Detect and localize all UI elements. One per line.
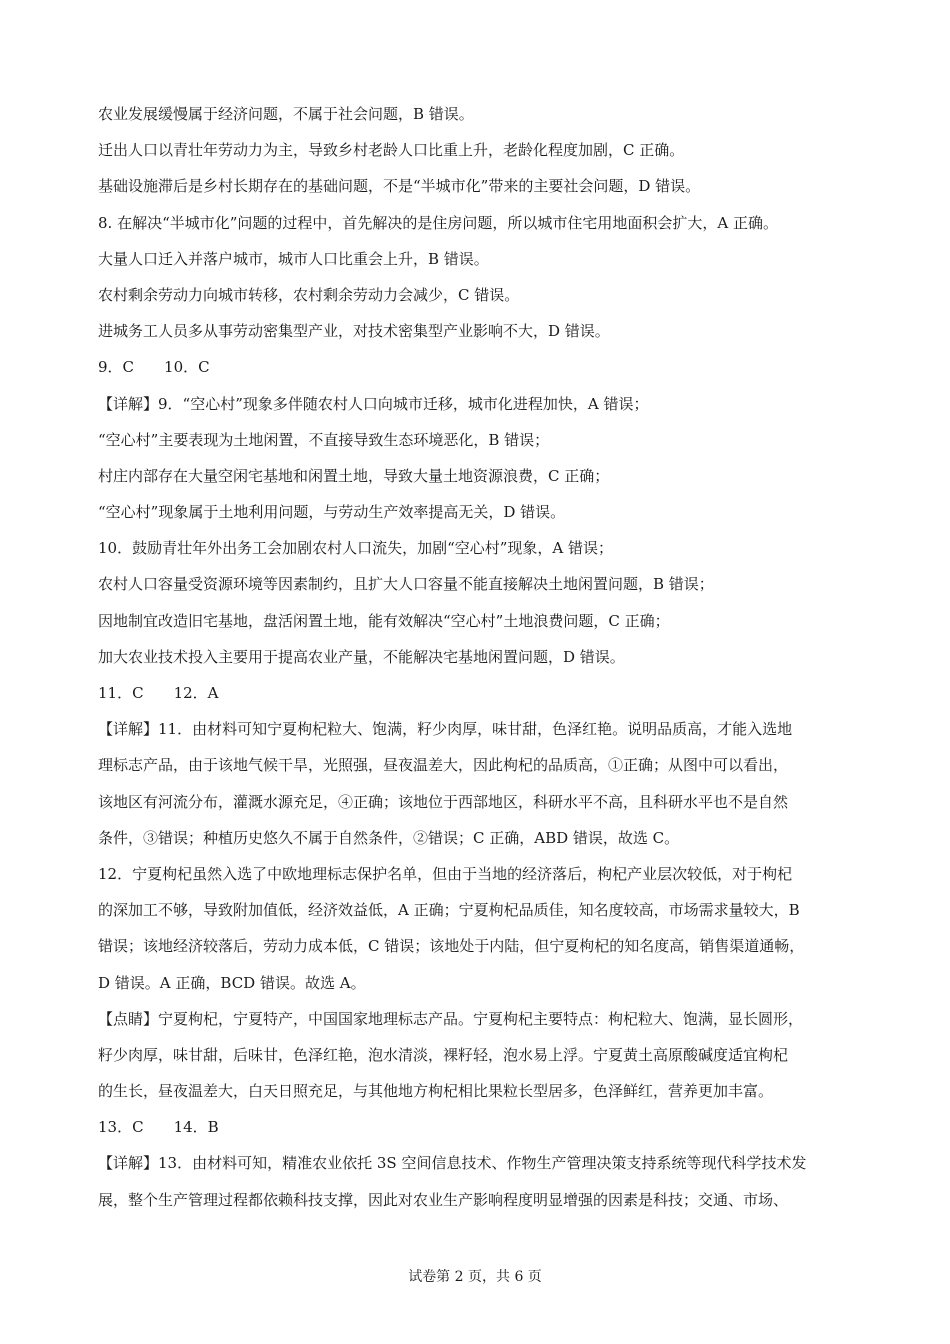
text-line: 因地制宜改造旧宅基地，盘活闲置土地，能有效解决“空心村”土地浪费问题，C 正确； [98, 611, 670, 630]
text-line: 错误；该地经济较落后，劳动力成本低，C 错误；该地处于内陆，但宁夏枸杞的知名度高，销售渠道通畅， [98, 937, 805, 956]
text-line: 村庄内部存在大量空闲宅基地和闲置土地，导致大量土地资源浪费，C 正确； [98, 466, 610, 485]
answer-text-block [98, 96, 858, 1218]
text-line: 12．宁夏枸杞虽然入选了中欧地理标志保护名单，但由于当地的经济落后，枸杞产业层次较低，对于枸杞 [98, 864, 793, 883]
text-line: D 错误。A 正确，BCD 错误。故选 A。 [98, 973, 366, 992]
text-line: 该地区有河流分布，灌溉水源充足，④正确；该地位于西部地区，科研水平不高，且科研水平也不是自然 [98, 792, 789, 811]
text-line: 的深加工不够，导致附加值低，经济效益低，A 正确；宁夏枸杞品质佳，知名度较高，市场需求量较大，B [98, 901, 800, 920]
text-line: 【详解】9．“空心村”现象多伴随农村人口向城市迁移，城市化进程加快，A 错误； [98, 394, 649, 413]
answer-key-line: 9．C 10．C [98, 358, 210, 377]
text-line: 8. 在解决“半城市化”问题的过程中，首先解决的是住房问题，所以城市住宅用地面积会扩大，A 正确。 [98, 213, 779, 232]
text-line: 大量人口迁入并落户城市，城市人口比重会上升，B 错误。 [98, 249, 489, 268]
text-line: 农村剩余劳动力向城市转移，农村剩余劳动力会减少，C 错误。 [98, 285, 520, 304]
text-line: 进城务工人员多从事劳动密集型产业，对技术密集型产业影响不大，D 错误。 [98, 322, 610, 341]
text-line: 【点睛】宁夏枸杞，宁夏特产，中国国家地理标志产品。宁夏枸杞主要特点：枸杞粒大、饱满，显长圆形， [98, 1009, 804, 1028]
page-footer: 试卷第 2 页，共 6 页 [408, 1269, 542, 1285]
text-line: 展，整个生产管理过程都依赖科技支撑，因此对农业生产影响程度明显增强的因素是科技；交通、市场、 [98, 1190, 789, 1209]
text-line: 基础设施滞后是乡村长期存在的基础问题，不是“半城市化”带来的主要社会问题，D 错误。 [98, 177, 701, 196]
text-line: “空心村”主要表现为土地闲置，不直接导致生态环境恶化，B 错误； [98, 430, 550, 449]
answer-key-line: 13．C 14．B [98, 1118, 219, 1137]
text-line: 10．鼓励青壮年外出务工会加剧农村人口流失，加剧“空心村”现象，A 错误； [98, 539, 614, 558]
text-line: “空心村”现象属于土地利用问题，与劳动生产效率提高无关，D 错误。 [98, 503, 566, 522]
text-line: 【详解】11．由材料可知宁夏枸杞粒大、饱满，籽少肉厚，味甘甜，色泽红艳。说明品质高，才能入选地 [98, 720, 793, 739]
text-line: 籽少肉厚，味甘甜，后味甘，色泽红艳，泡水清淡，裸籽轻，泡水易上浮。宁夏黄土高原酸碱度适宜枸杞 [98, 1045, 789, 1064]
text-line: 理标志产品，由于该地气候干旱，光照强，昼夜温差大，因此枸杞的品质高，①正确；从图中可以看出， [98, 756, 789, 775]
text-line: 农村人口容量受资源环境等因素制约，且扩大人口容量不能直接解决土地闲置问题，B 错误； [98, 575, 714, 594]
answer-key-line: 11．C 12．A [98, 684, 219, 702]
text-line: 加大农业技术投入主要用于提高农业产量，不能解决宅基地闲置问题，D 错误。 [98, 647, 625, 666]
text-line: 的生长，昼夜温差大，白天日照充足，与其他地方枸杞相比果粒长型居多，色泽鲜红，营养更加丰富。 [98, 1082, 774, 1101]
text-line: 农业发展缓慢属于经济问题，不属于社会问题，B 错误。 [98, 105, 474, 123]
text-line: 条件，③错误；种植历史悠久不属于自然条件，②错误；C 正确，ABD 错误，故选 C。 [98, 828, 680, 847]
text-line: 迁出人口以青壮年劳动力为主，导致乡村老龄人口比重上升，老龄化程度加剧，C 正确。 [98, 141, 685, 160]
text-line: 【详解】13．由材料可知，精准农业依托 3S 空间信息技术、作物生产管理决策支持系统等现代科学技术发 [98, 1154, 807, 1173]
